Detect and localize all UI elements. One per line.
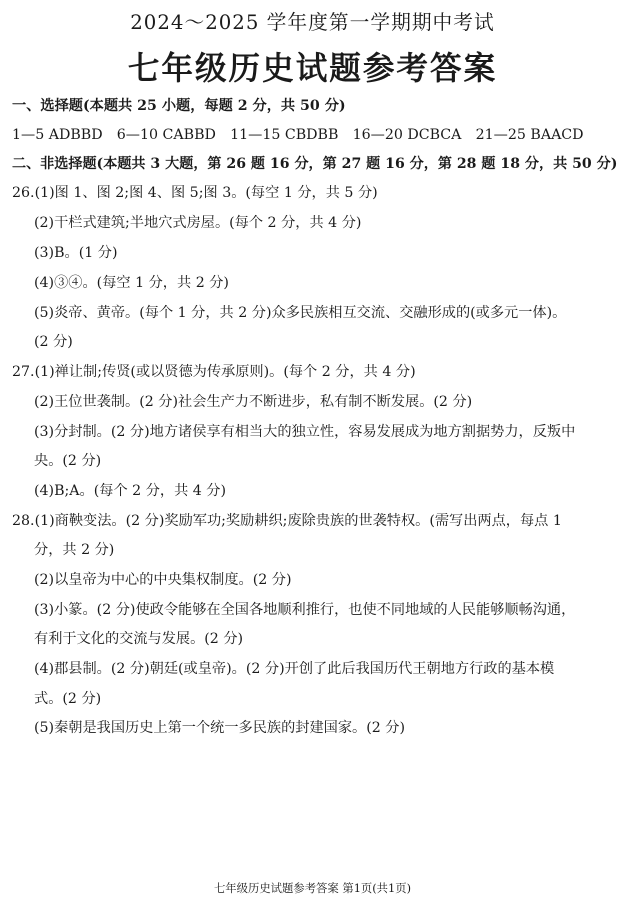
q28-line-8: (5)秦朝是我国历史上第一个统一多民族的封建国家。(2 分) — [34, 720, 406, 736]
page-title: 七年级历史试题参考答案 — [127, 50, 498, 87]
q28-line-1: 28.(1)商鞅变法。(2 分)奖励军功;奖励耕织;废除贵族的世袭特权。(需写出两点，每点 1 — [12, 513, 562, 529]
q26-line-1: 26.(1)图 1、图 2;图 4、图 5;图 3。(每空 1 分，共 5 分) — [12, 185, 378, 201]
q27-line-2: (2)王位世袭制。(2 分)社会生产力不断进步，私有制不断发展。(2 分) — [34, 394, 473, 410]
q26-line-4: (4)③④。(每空 1 分，共 2 分) — [34, 275, 229, 291]
exam-title: 2024～2025 学年度第一学期期中考试 — [130, 11, 495, 34]
q26-line-2: (2)干栏式建筑;半地穴式房屋。(每个 2 分，共 4 分) — [34, 215, 362, 231]
q28-line-7: 式。(2 分) — [34, 691, 102, 707]
section-1-heading: 一、选择题(本题共 25 小题，每题 2 分，共 50 分) — [12, 98, 346, 114]
page-footer: 七年级历史试题参考答案 第1页(共1页) — [213, 881, 412, 895]
q27-line-5: (4)B;A。(每个 2 分，共 4 分) — [34, 483, 227, 499]
q26-line-3: (3)B。(1 分) — [34, 245, 118, 261]
q27-line-4: 央。(2 分) — [34, 453, 102, 469]
q28-line-2: 分，共 2 分) — [34, 542, 115, 558]
q28-line-5: 有利于文化的交流与发展。(2 分) — [34, 631, 244, 647]
section-1-answers: 1—5 ADBBD 6—10 CABBD 11—15 CBDBB 16—20 DCBCA 21—25 BAACD — [12, 127, 584, 143]
q26-line-6: (2 分) — [34, 334, 73, 350]
q27-line-3: (3)分封制。(2 分)地方诸侯享有相当大的独立性，容易发展成为地方割据势力，反叛中 — [34, 424, 576, 440]
section-2-heading: 二、非选择题(本题共 3 大题，第 26 题 16 分，第 27 题 16 分，第 28 题 18 分，共 50 分) — [12, 156, 618, 172]
q28-line-3: (2)以皇帝为中心的中央集权制度。(2 分) — [34, 572, 292, 588]
q28-line-4: (3)小篆。(2 分)使政令能够在全国各地顺利推行，也使不同地域的人民能够顺畅沟通， — [34, 602, 576, 618]
q28-line-6: (4)郡县制。(2 分)朝廷(或皇帝)。(2 分)开创了此后我国历代王朝地方行政的基本模 — [34, 661, 555, 677]
q27-line-1: 27.(1)禅让制;传贤(或以贤德为传承原则)。(每个 2 分，共 4 分) — [12, 364, 416, 380]
q26-line-5: (5)炎帝、黄帝。(每个 1 分，共 2 分)众多民族相互交流、交融形成的(或多元一体)。 — [34, 305, 567, 321]
